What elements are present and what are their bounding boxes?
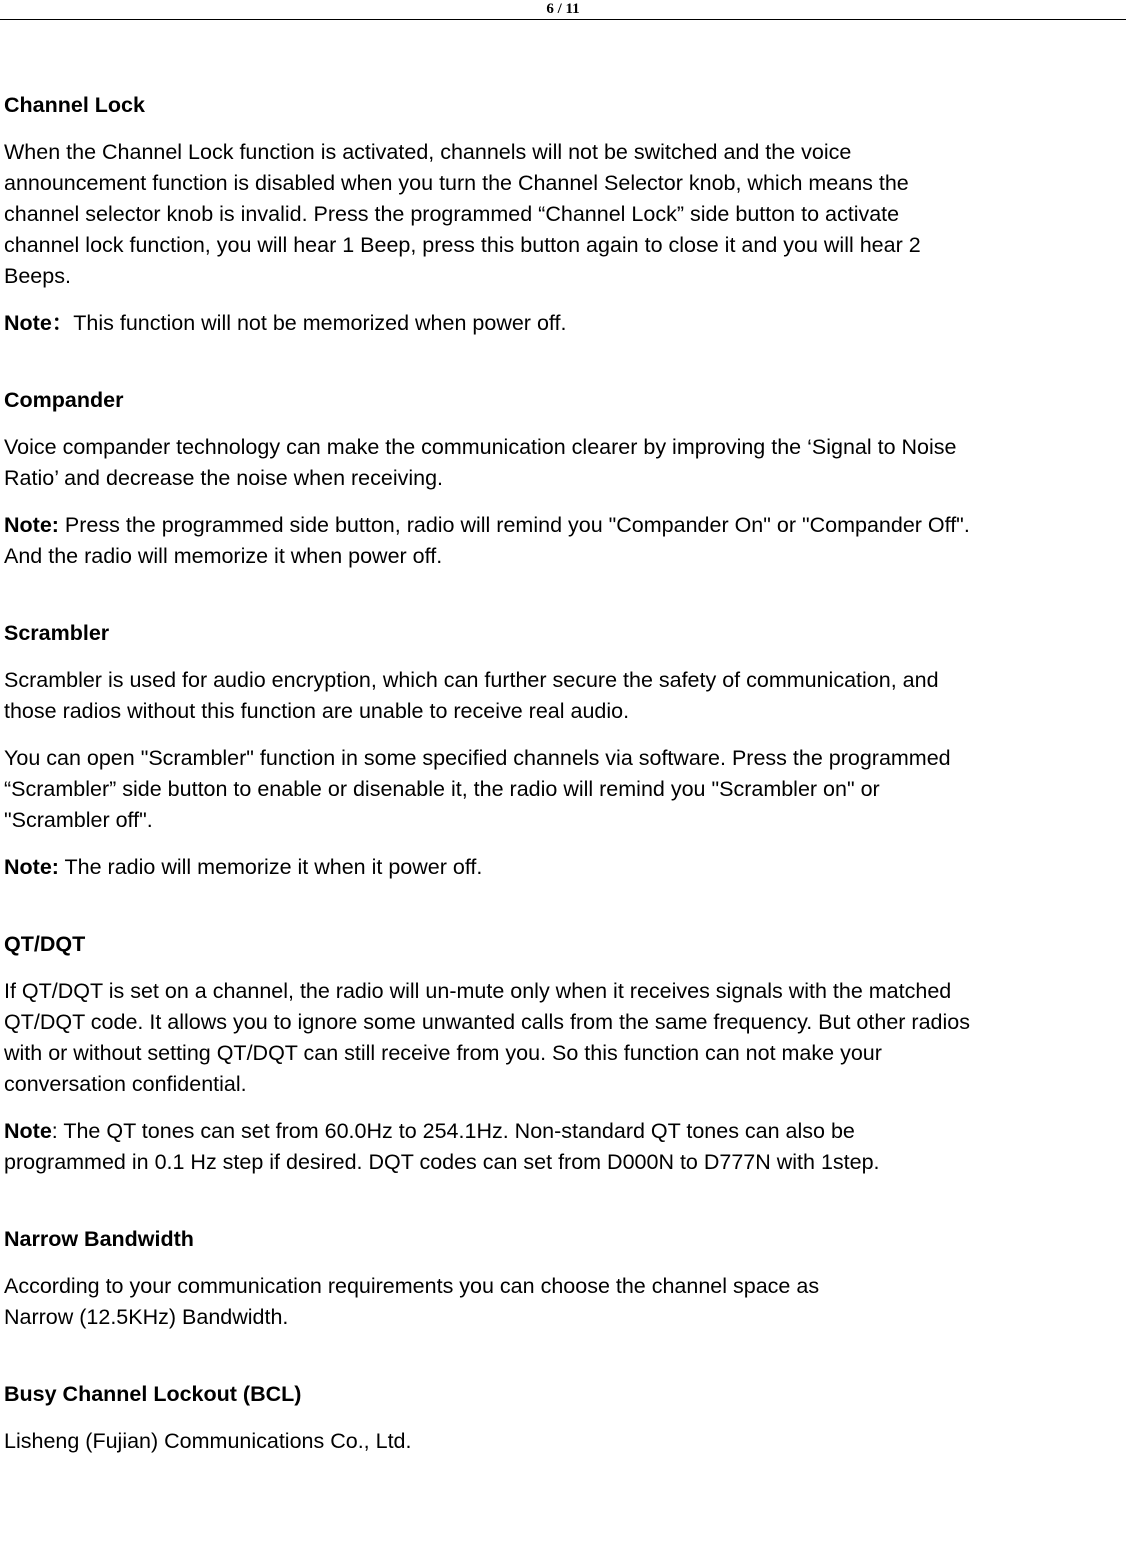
section-body bbox=[4, 665, 1124, 727]
note-text: programmed in 0.1 Hz step if desired. DQT codes can set from D000N to D777N with 1step. bbox=[4, 1150, 880, 1174]
section-channel-lock bbox=[4, 90, 1124, 339]
body-line: According to your communication requirements you can choose the channel space as bbox=[4, 1274, 820, 1298]
body-line: Voice compander technology can make the communication clearer by improving the ‘Signal to Noise bbox=[4, 435, 957, 459]
section-title: Channel Lock bbox=[4, 93, 145, 117]
section-body bbox=[4, 976, 1124, 1100]
section-body bbox=[4, 1271, 1124, 1333]
body-line: those radios without this function are unable to receive real audio. bbox=[4, 699, 630, 723]
page-number: 6 / 11 bbox=[546, 1, 580, 17]
section-note bbox=[4, 852, 1124, 883]
section-body bbox=[4, 743, 1124, 836]
note-label: Note： bbox=[4, 311, 74, 335]
body-line: Ratio’ and decrease the noise when receiving. bbox=[4, 466, 444, 490]
section-title: Narrow Bandwidth bbox=[4, 1227, 194, 1251]
body-line: channel lock function, you will hear 1 Beep, press this button again to close it and you will hear 2 bbox=[4, 233, 921, 257]
section-scrambler bbox=[4, 618, 1124, 883]
body-line: When the Channel Lock function is activated, channels will not be switched and the voice bbox=[4, 140, 852, 164]
body-line: with or without setting QT/DQT can still receive from you. So this function can not make your bbox=[4, 1041, 882, 1065]
body-line: Beeps. bbox=[4, 264, 71, 288]
section-title: QT/DQT bbox=[4, 932, 86, 956]
section-body bbox=[4, 137, 1124, 292]
note-label: Note: bbox=[4, 855, 59, 879]
body-line: conversation confidential. bbox=[4, 1072, 247, 1096]
document-content bbox=[4, 90, 1124, 1457]
note-text: And the radio will memorize it when power off. bbox=[4, 544, 443, 568]
section-bcl bbox=[4, 1379, 1124, 1457]
body-line: Scrambler is used for audio encryption, which can further secure the safety of communication, and bbox=[4, 668, 939, 692]
section-body bbox=[4, 432, 1124, 494]
body-line: You can open "Scrambler" function in some specified channels via software. Press the programmed bbox=[4, 746, 951, 770]
body-line: Narrow (12.5KHz) Bandwidth. bbox=[4, 1305, 289, 1329]
section-narrow-bandwidth bbox=[4, 1224, 1124, 1333]
note-text: The radio will memorize it when it power off. bbox=[58, 855, 483, 879]
footer-company: Lisheng (Fujian) Communications Co., Ltd. bbox=[4, 1429, 412, 1453]
body-line: If QT/DQT is set on a channel, the radio will un-mute only when it receives signals with the matched bbox=[4, 979, 952, 1003]
section-title: Scrambler bbox=[4, 621, 110, 645]
body-line: "Scrambler off". bbox=[4, 808, 153, 832]
section-title: Busy Channel Lockout (BCL) bbox=[4, 1382, 302, 1406]
note-label: Note bbox=[4, 1119, 52, 1143]
note-label: Note: bbox=[4, 513, 59, 537]
section-compander bbox=[4, 385, 1124, 572]
body-line: “Scrambler” side button to enable or disenable it, the radio will remind you "Scrambler on" or bbox=[4, 777, 880, 801]
section-note bbox=[4, 1116, 1124, 1178]
body-line: announcement function is disabled when you turn the Channel Selector knob, which means the bbox=[4, 171, 909, 195]
section-note bbox=[4, 308, 1124, 339]
note-text: This function will not be memorized when power off. bbox=[73, 311, 567, 335]
note-text: Press the programmed side button, radio will remind you "Compander On" or "Compander Off". bbox=[58, 513, 970, 537]
body-line: channel selector knob is invalid. Press the programmed “Channel Lock” side button to activate bbox=[4, 202, 900, 226]
note-text: : The QT tones can set from 60.0Hz to 254.1Hz. Non-standard QT tones can also be bbox=[51, 1119, 855, 1143]
section-note bbox=[4, 510, 1124, 572]
body-line: QT/DQT code. It allows you to ignore some unwanted calls from the same frequency. But other radios bbox=[4, 1010, 970, 1034]
section-title: Compander bbox=[4, 388, 124, 412]
page-header bbox=[0, 0, 1126, 20]
section-qt-dqt bbox=[4, 929, 1124, 1178]
